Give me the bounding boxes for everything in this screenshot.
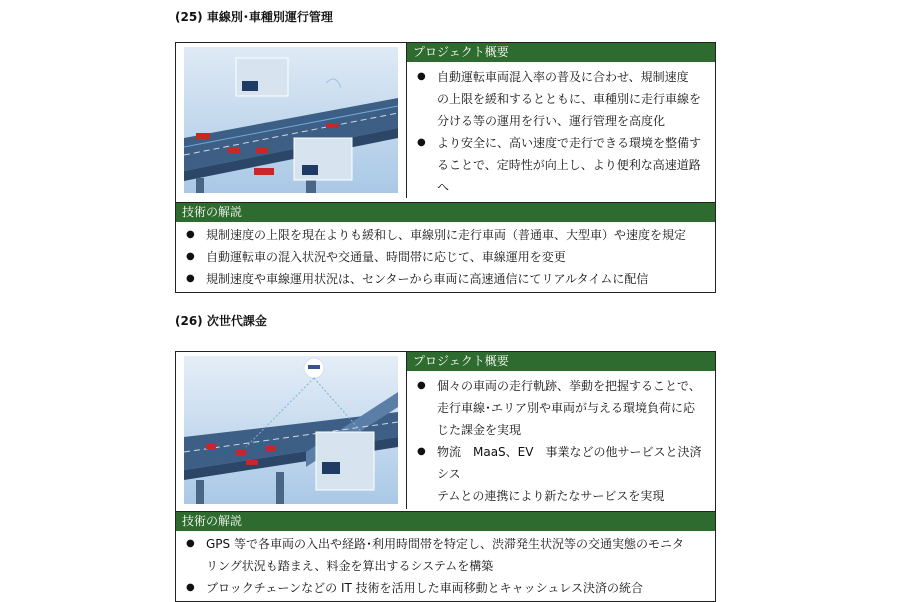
bullet-icon: ● [417, 380, 426, 391]
tech-item: ● 規制速度の上限を現在よりも緩和し、車線別に走行車両（普通車、大型車）や速度を規定 [186, 224, 709, 246]
project-card-26 [175, 351, 716, 602]
section-title-26: (26) 次世代課金 [175, 314, 267, 328]
tech-item: ● ブロックチェーンなどの IT 技術を活用した車両移動とキャッシュレス決済の統合 [186, 577, 709, 599]
charging-illustration [176, 352, 407, 509]
overview-item: ● 個々の車両の走行軌跡、挙動を把握することで、 走行車線･エリア別や車両が与える環境負荷に応 じた課金を実現 [417, 375, 709, 441]
highway-illustration [176, 43, 407, 198]
bullet-icon: ● [186, 229, 195, 240]
tech-panel [176, 203, 715, 292]
overview-item: ● 物流 MaaS、EV 事業などの他サービスと決済シス テムとの連携により新たなサービスを実現 [417, 441, 709, 507]
tech-item: ● GPS 等で各車両の入出や経路･利用時間帯を特定し、渋滞発生状況等の交通実態のモニタ リング状況も踏まえ、料金を算出するシステムを構築 [186, 533, 709, 577]
tech-header: 技術の解説 [176, 203, 715, 222]
overview-header: プロジェクト概要 [407, 352, 715, 371]
bullet-icon: ● [186, 538, 195, 549]
overview-item: ● 自動運転車両混入率の普及に合わせ、規制速度 の上限を緩和するとともに、車種別に走行車線を 分ける等の運用を行い、運行管理を高度化 [417, 66, 709, 132]
tech-panel [176, 512, 715, 601]
overview-panel [407, 352, 715, 511]
bullet-icon: ● [186, 273, 195, 284]
project-card-25 [175, 42, 716, 293]
tech-header: 技術の解説 [176, 512, 715, 531]
bullet-icon: ● [417, 446, 426, 457]
overview-header: プロジェクト概要 [407, 43, 715, 62]
bullet-icon: ● [186, 582, 195, 593]
tech-item: ● 自動運転車の混入状況や交通量、時間帯に応じて、車線運用を変更 [186, 246, 709, 268]
overview-item: ● より安全に、高い速度で走行できる環境を整備す ることで、定時性が向上し、より便利な高速道路へ [417, 132, 709, 198]
overview-panel [407, 43, 715, 202]
section-title-25: (25) 車線別･車種別運行管理 [175, 10, 333, 24]
bullet-icon: ● [417, 137, 426, 148]
tech-item: ● 規制速度や車線運用状況は、センターから車両に高速通信にてリアルタイムに配信 [186, 268, 709, 290]
bullet-icon: ● [186, 251, 195, 262]
bullet-icon: ● [417, 71, 426, 82]
